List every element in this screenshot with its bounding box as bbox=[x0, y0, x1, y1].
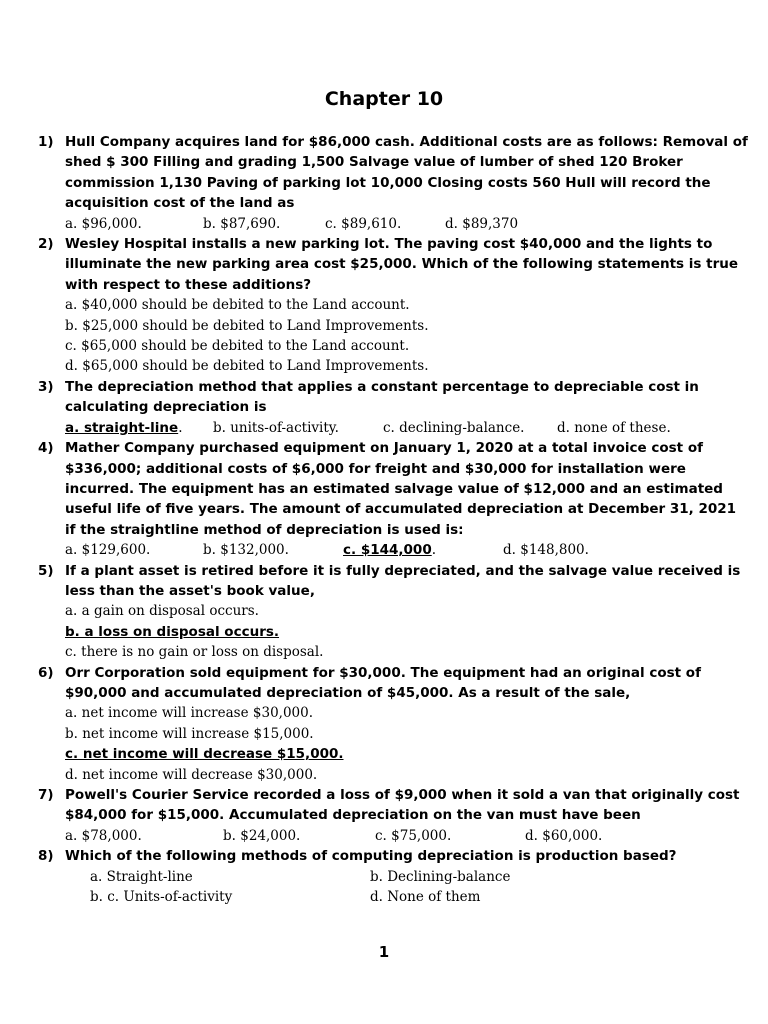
option-a: a. Straight-line bbox=[90, 868, 193, 885]
question-8-options bbox=[38, 867, 750, 908]
option-c-answer bbox=[38, 744, 750, 764]
question-text: If a plant asset is retired before it is fully depreciated, and the salvage value received is less than the asset's book value, bbox=[65, 562, 741, 599]
option-a: a. $129,600. bbox=[65, 542, 151, 559]
question-3-options bbox=[38, 418, 750, 438]
option-d: d. $60,000. bbox=[525, 827, 603, 844]
option-d: d. $65,000 should be debited to Land Improvements. bbox=[65, 358, 429, 375]
question-7 bbox=[38, 785, 750, 826]
chapter-title: Chapter 10 bbox=[324, 88, 444, 110]
question-number: 7) bbox=[38, 787, 54, 803]
option-b: b. net income will increase $15,000. bbox=[65, 725, 314, 742]
question-list bbox=[38, 132, 750, 907]
option-a: a. $78,000. bbox=[65, 827, 142, 844]
correct-answer: a. straight-line bbox=[65, 419, 179, 436]
option-a: a. net income will increase $30,000. bbox=[65, 705, 314, 722]
question-4-options bbox=[38, 540, 750, 560]
option-c-answer: c. $144,000. bbox=[343, 542, 437, 559]
option-b-answer bbox=[38, 622, 750, 642]
option-a: a. a gain on disposal occurs. bbox=[65, 603, 259, 620]
option-a-answer: a. straight-line. bbox=[65, 419, 183, 436]
correct-answer: c. $144,000 bbox=[343, 542, 432, 559]
option-b: b. $25,000 should be debited to Land Improvements. bbox=[65, 317, 429, 334]
question-text: The depreciation method that applies a constant percentage to depreciable cost in calculating depreciation is bbox=[65, 378, 699, 416]
option-c: c. there is no gain or loss on disposal. bbox=[65, 644, 324, 661]
question-7-options bbox=[38, 826, 750, 846]
question-4 bbox=[38, 438, 750, 540]
question-text: Hull Company acquires land for $86,000 cash. Additional costs are as follows: Removal of shed $ 300 Filling and grading 1,500 Salvage value of lumber of shed 120 Broker commission 1,130 Paving of parking lot 10,000 Closing costs 560 Hull will record the acquisition cost of the land as bbox=[65, 134, 748, 212]
option-a: a. $40,000 should be debited to the Land account. bbox=[65, 297, 410, 314]
question-6 bbox=[38, 663, 750, 704]
correct-answer: b. a loss on disposal occurs. bbox=[65, 623, 280, 640]
option-d: d. None of them bbox=[370, 889, 481, 906]
question-number: 1) bbox=[38, 134, 54, 150]
option-c: c. $65,000 should be debited to the Land account. bbox=[65, 338, 410, 355]
question-text: Mather Company purchased equipment on January 1, 2020 at a total invoice cost of $336,000; additional costs of $6,000 for freight and $30,000 for installation were incurred. The equipment has an estimated salvage value of $12,000 and an estimated useful life of five years. The amount of accumulated depreciation at December 31, 2021 if the straightline method of depreciation is used is: bbox=[65, 440, 737, 538]
option-b: b. Declining-balance bbox=[370, 868, 511, 885]
question-number: 8) bbox=[38, 848, 54, 865]
page-number: 1 bbox=[378, 943, 390, 961]
question-number: 6) bbox=[38, 664, 54, 681]
question-3 bbox=[38, 377, 750, 418]
question-5 bbox=[38, 561, 750, 602]
option-d: d. $89,370 bbox=[445, 215, 519, 232]
question-text: Powell's Courier Service recorded a loss of $9,000 when it sold a van that originally cost $84,000 for $15,000. Accumulated depreciation on the van must have been bbox=[65, 787, 740, 824]
option-c: c. $89,610. bbox=[325, 215, 402, 232]
question-number: 5) bbox=[38, 562, 54, 579]
option-b: b. $87,690. bbox=[203, 215, 281, 232]
option-b: b. units-of-activity. bbox=[213, 419, 339, 436]
question-text: Which of the following methods of computing depreciation is production based? bbox=[65, 848, 677, 865]
option-a: a. $96,000. bbox=[65, 215, 142, 232]
question-text: Wesley Hospital installs a new parking lot. The paving cost $40,000 and the lights to illuminate the new parking area cost $25,000. Which of the following statements is true with respect to these additions? bbox=[65, 236, 739, 293]
option-d: d. $148,800. bbox=[503, 542, 589, 559]
option-d: d. net income will decrease $30,000. bbox=[65, 766, 318, 783]
option-b: b. $24,000. bbox=[223, 827, 301, 844]
correct-answer: c. net income will decrease $15,000. bbox=[65, 746, 344, 763]
option-d: d. none of these. bbox=[557, 419, 671, 436]
option-c: c. declining-balance. bbox=[383, 419, 525, 436]
option-b: b. $132,000. bbox=[203, 542, 289, 559]
option-c: c. $75,000. bbox=[375, 827, 452, 844]
question-1 bbox=[38, 132, 750, 214]
question-2 bbox=[38, 234, 750, 295]
option-c: b. c. Units-of-activity bbox=[90, 889, 233, 906]
question-number: 4) bbox=[38, 440, 54, 457]
question-8 bbox=[38, 846, 750, 866]
question-number: 3) bbox=[38, 378, 54, 395]
question-text: Orr Corporation sold equipment for $30,000. The equipment had an original cost of $90,000 and accumulated depreciation of $45,000. As a result of the sale, bbox=[65, 664, 701, 701]
question-1-options bbox=[38, 214, 750, 234]
question-number: 2) bbox=[38, 236, 54, 253]
